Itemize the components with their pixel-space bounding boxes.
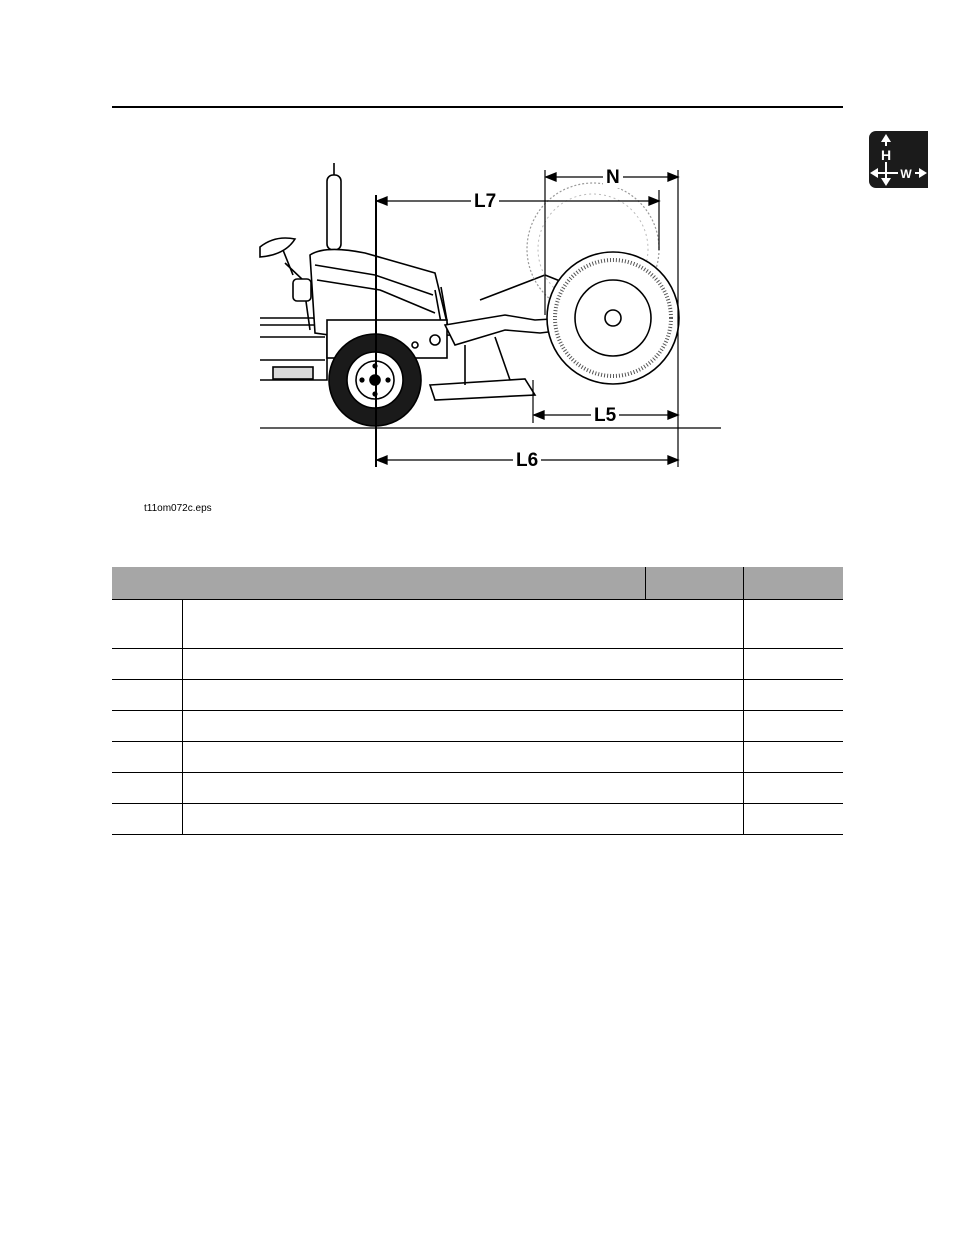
tractor-dimension-figure	[255, 155, 725, 470]
row-item	[112, 804, 182, 835]
row-description	[182, 600, 645, 649]
row-value-1	[645, 773, 743, 804]
table-header-value-2	[743, 567, 843, 600]
dimension-spec-table	[112, 567, 843, 835]
row-value-1	[645, 680, 743, 711]
table-row	[112, 711, 843, 742]
table-row	[112, 742, 843, 773]
row-value-1	[645, 804, 743, 835]
row-value-2	[743, 773, 843, 804]
dimension-l7	[377, 197, 659, 205]
row-description	[182, 804, 645, 835]
table-row	[112, 680, 843, 711]
row-value-2	[743, 600, 843, 649]
table-header-description	[112, 567, 645, 600]
dimensions-section-tab[interactable]	[869, 131, 928, 188]
table-row	[112, 773, 843, 804]
dimension-label-l5: L5	[591, 406, 619, 426]
row-description	[182, 711, 645, 742]
table-header-value-1	[645, 567, 743, 600]
row-item	[112, 773, 182, 804]
dimension-label-n: N	[603, 168, 623, 188]
height-letter: H	[880, 147, 892, 163]
row-value-2	[743, 680, 843, 711]
row-item	[112, 649, 182, 680]
row-item	[112, 742, 182, 773]
figure-caption: t11om072c.eps	[144, 503, 212, 514]
row-item	[112, 600, 182, 649]
dimension-label-l7: L7	[471, 192, 499, 212]
row-value-1	[645, 600, 743, 649]
row-value-1	[645, 711, 743, 742]
height-width-icon	[869, 131, 928, 188]
header-rule	[112, 106, 843, 108]
row-item	[112, 711, 182, 742]
dimension-label-l6: L6	[513, 451, 541, 471]
row-description	[182, 649, 645, 680]
row-value-2	[743, 804, 843, 835]
table-header-row	[112, 567, 843, 600]
row-value-1	[645, 742, 743, 773]
row-description	[182, 742, 645, 773]
table-row	[112, 600, 843, 649]
row-item	[112, 680, 182, 711]
width-letter: W	[900, 167, 912, 181]
row-value-1	[645, 649, 743, 680]
table-row	[112, 804, 843, 835]
row-description	[182, 773, 645, 804]
table-row	[112, 649, 843, 680]
backhoe-loader-outline	[260, 163, 679, 426]
row-description	[182, 680, 645, 711]
row-value-2	[743, 649, 843, 680]
row-value-2	[743, 711, 843, 742]
row-value-2	[743, 742, 843, 773]
